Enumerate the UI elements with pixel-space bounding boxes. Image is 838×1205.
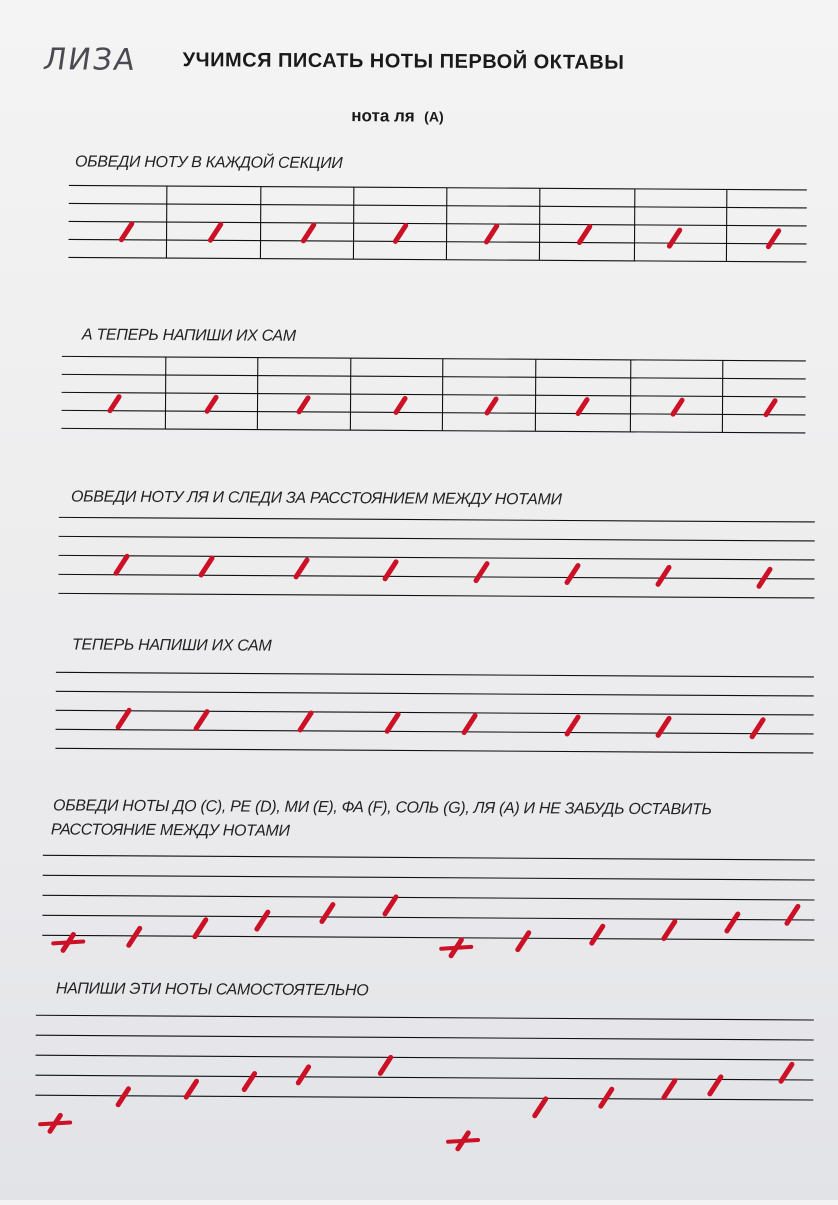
- staff-2-line: [61, 410, 805, 415]
- staff-4-line: [55, 748, 813, 753]
- note-a-s1: [303, 225, 313, 241]
- note-s6-b-5: [781, 1064, 792, 1081]
- note-a-s1: [210, 224, 220, 240]
- note-s5-b-2: [592, 926, 603, 943]
- instruction-1: ОБВЕДИ НОТУ В КАЖДОЙ СЕКЦИИ: [75, 153, 342, 173]
- note-a-s2: [578, 400, 587, 414]
- staff-6-line: [36, 1015, 814, 1020]
- staff-6-line: [35, 1095, 813, 1100]
- staff-1-line: [69, 203, 807, 208]
- staff-5-line: [42, 935, 814, 940]
- staff-1-line: [69, 185, 807, 190]
- instruction-6: НАПИШИ ЭТИ НОТЫ САМОСТОЯТЕЛЬНО: [56, 980, 369, 1000]
- staff-4-line: [56, 710, 814, 715]
- note-s5-b-5: [787, 906, 798, 923]
- note-a-s4: [196, 712, 207, 729]
- note-s5-b-3: [664, 922, 675, 939]
- staff-1-line: [68, 257, 806, 262]
- instruction-5-line1: ОБВЕДИ НОТЫ ДО (С), РЕ (D), МИ (Е), ФА (F), СОЛЬ (G), ЛЯ (А) И НЕ ЗАБУДЬ ОСТАВИТЬ: [53, 797, 712, 819]
- staff-3-line: [58, 574, 814, 579]
- note-a-s1: [486, 226, 496, 242]
- staff-2-line: [62, 392, 806, 397]
- note-a-s3: [116, 556, 127, 573]
- note-s6-b-1: [535, 1099, 546, 1116]
- note-a-s2: [110, 397, 119, 411]
- staff-3-line: [59, 555, 815, 560]
- staff-6-line: [36, 1055, 814, 1060]
- note-s6-1: [118, 1089, 128, 1105]
- staff-4-line: [56, 729, 814, 734]
- staff-2-line: [62, 356, 806, 361]
- instruction-2: А ТЕПЕРЬ НАПИШИ ИХ САМ: [82, 327, 296, 346]
- staff-6-line: [36, 1035, 814, 1040]
- note-s6-b-3: [664, 1081, 675, 1098]
- subtitle-note-letter: (А): [424, 109, 444, 125]
- note-a-s2: [396, 398, 405, 412]
- note-a-s1: [669, 230, 679, 246]
- staff-2-line: [62, 374, 806, 379]
- note-s5-b-4: [727, 914, 738, 931]
- staff-6-line: [35, 1075, 813, 1080]
- staff-2-line: [61, 428, 805, 433]
- staff-5-line: [42, 915, 814, 920]
- note-a-s2: [299, 398, 308, 412]
- note-a-s4: [118, 710, 129, 727]
- note-a-s1: [121, 224, 131, 240]
- note-a-s1: [395, 225, 405, 241]
- staff-3-line: [59, 536, 815, 541]
- note-a-s4: [567, 717, 578, 734]
- staff-5-line: [43, 875, 815, 880]
- staff-3-line: [59, 517, 815, 522]
- note-s5-3: [257, 912, 268, 929]
- note-a-s1: [768, 231, 778, 247]
- note-s6-3: [244, 1074, 254, 1090]
- note-a-s1: [579, 227, 589, 243]
- note-s6-2: [186, 1081, 196, 1097]
- note-a-s2: [487, 399, 496, 413]
- staff-5-line: [43, 895, 815, 900]
- staff-1-line: [69, 221, 807, 226]
- instruction-4: ТЕПЕРЬ НАПИШИ ИХ САМ: [72, 636, 271, 655]
- note-s5-5: [385, 897, 396, 914]
- staff-5-line: [43, 855, 815, 860]
- note-a-s3: [759, 569, 770, 586]
- note-s5-1: [129, 928, 140, 945]
- note-s5-b-1: [518, 933, 529, 950]
- instruction-3: ОБВЕДИ НОТУ ЛЯ И СЛЕДИ ЗА РАССТОЯНИЕМ МЕЖДУ НОТАМИ: [71, 488, 562, 509]
- note-s6-5: [380, 1057, 390, 1073]
- page-title: УЧИМСЯ ПИСАТЬ НОТЫ ПЕРВОЙ ОКТАВЫ: [183, 49, 743, 75]
- note-s6-4: [298, 1067, 308, 1083]
- staff-1-line: [69, 239, 807, 244]
- note-a-s2: [207, 397, 216, 411]
- note-s5-2: [195, 920, 206, 937]
- note-a-s3: [296, 560, 307, 577]
- staff-4-line: [56, 691, 814, 696]
- note-a-s2: [766, 401, 775, 415]
- note-a-s2: [673, 400, 682, 414]
- note-a-s3: [658, 567, 669, 584]
- note-a-s4: [464, 716, 475, 733]
- note-a-s4: [300, 713, 311, 730]
- note-a-s4: [387, 714, 398, 731]
- note-a-s3: [476, 564, 487, 581]
- staff-4-line: [56, 672, 814, 677]
- note-s6-b-2: [601, 1089, 612, 1106]
- note-s5-4: [322, 904, 333, 921]
- note-a-s3: [567, 565, 578, 582]
- student-name: ЛИЗА: [41, 42, 139, 78]
- instruction-5-line2: РАССТОЯНИЕ МЕЖДУ НОТАМИ: [51, 821, 290, 840]
- staff-3-line: [58, 593, 814, 598]
- note-a-s3: [201, 558, 212, 575]
- subtitle-note-name: нота ля: [351, 106, 415, 125]
